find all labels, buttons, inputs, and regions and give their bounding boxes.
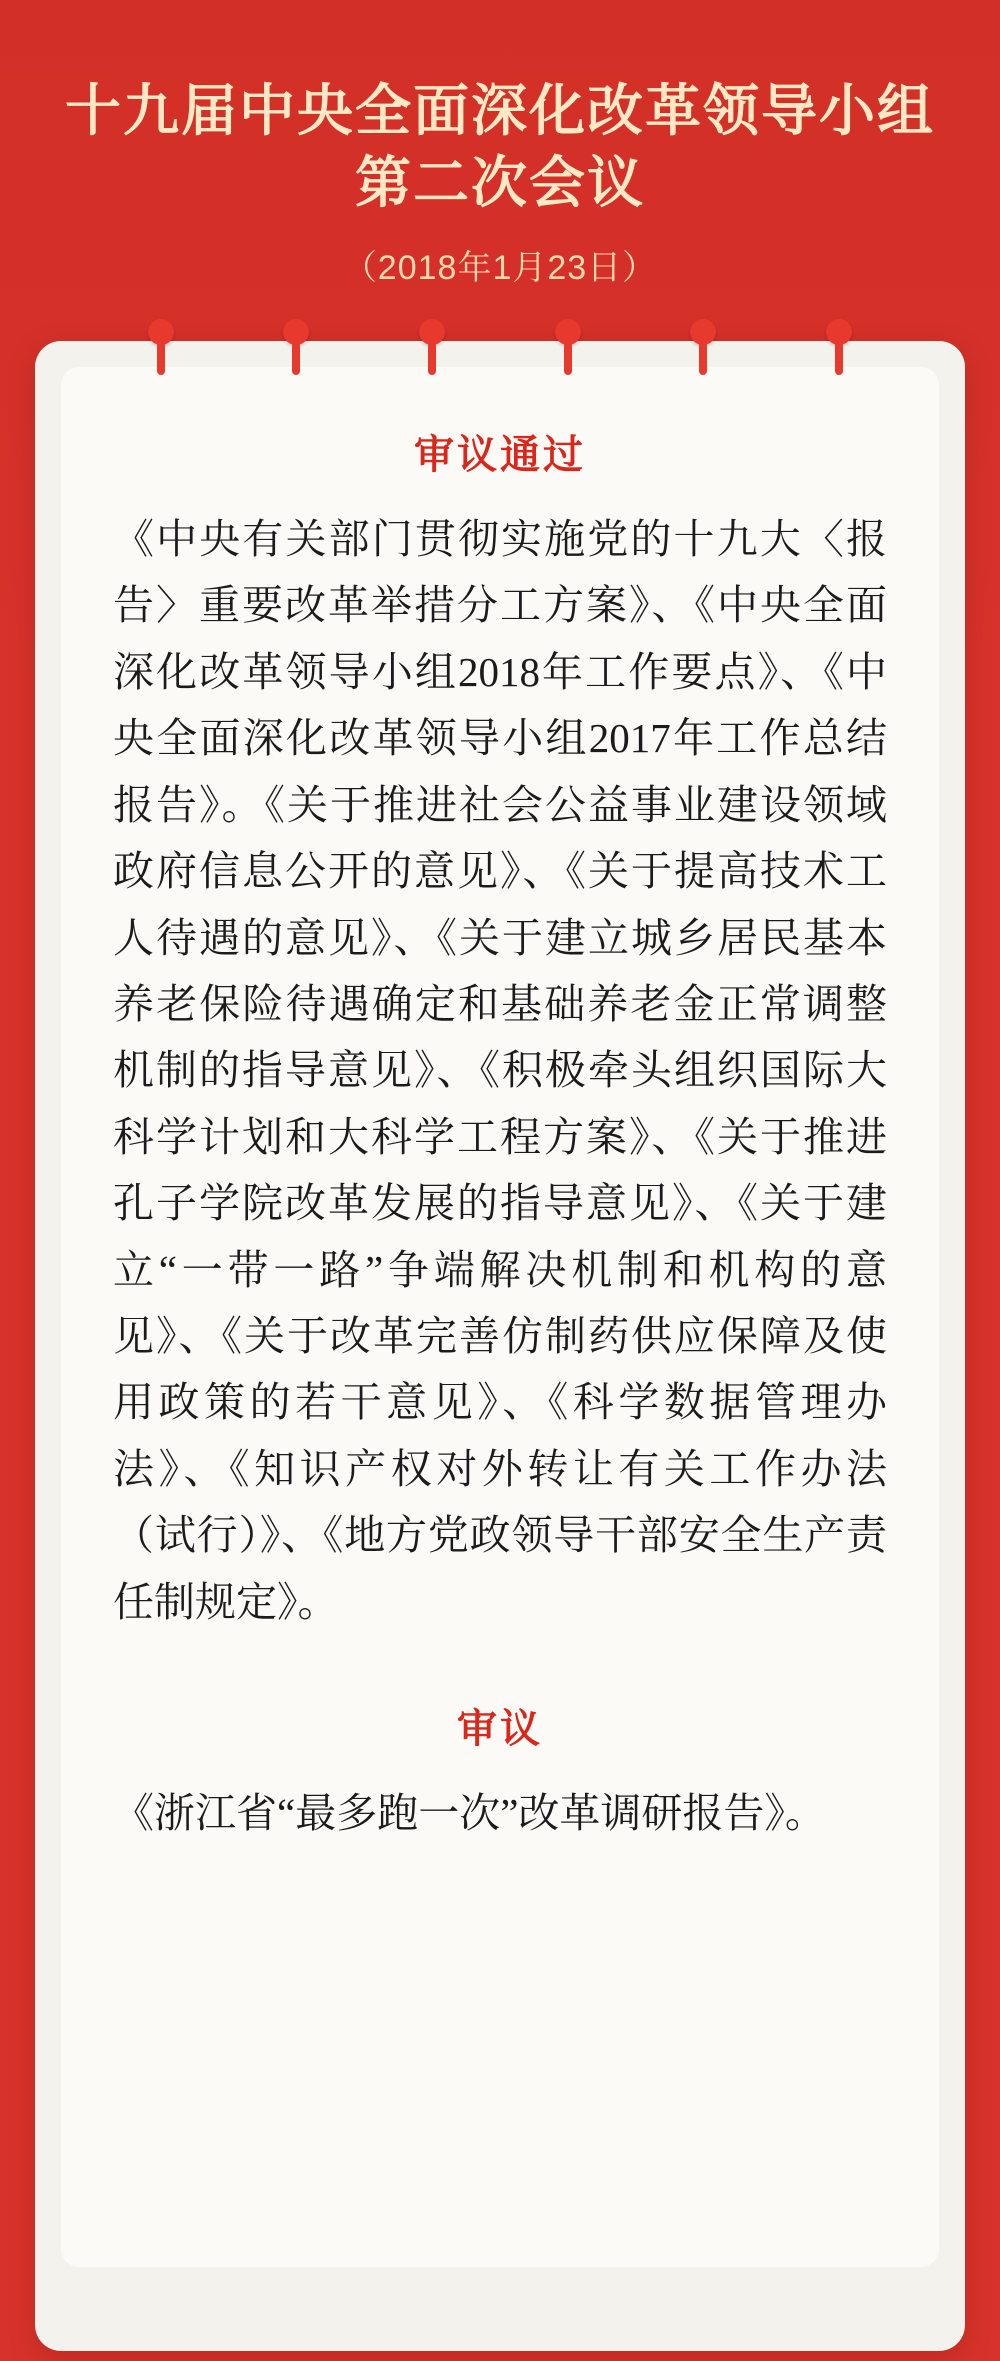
section-title-approved: 审议通过 [414,433,586,478]
notebook-card-wrap [35,341,965,2351]
section-body-approved: 《中央有关部门贯彻实施党的十九大〈报告〉重要改革举措分工方案》、《中央全面深化改革领导小组2018年工作要点》、《中央全面深化改革领导小组2017年工作总结报告》。《关于推进社会公益事业建设领域政府信息公开的意见》、《关于提高技术工人待遇的意见》、《关于建立城乡居民基本养老保险待遇确定和基础养老金正常调整机制的指导意见》、《积极牵头组织国际大科学计划和大科学工程方案》、《关于推进孔子学院改革发展的指导意见》、《关于建立“一带一路”争端解决机制和机构的意见》、《关于改革完善仿制药供应保障及使用政策的若干意见》、《科学数据管理办法》、《知识产权对外转让有关工作办法（试行）》、《地方党政领导干部安全生产责任制规定》。 [113,516,887,1625]
meeting-date: （2018年1月23日） [342,249,658,288]
page-title-line2: 第二次会议 [355,151,645,215]
page-title-line1: 十九届中央全面深化改革领导小组 [65,79,935,142]
poster-header [0,0,1000,289]
notebook-page [61,367,939,2267]
section-title-reviewed: 审议 [457,1706,543,1751]
section-body-reviewed: 《浙江省“最多跑一次”改革调研报告》。 [113,1789,826,1836]
notebook-card [35,341,965,2351]
